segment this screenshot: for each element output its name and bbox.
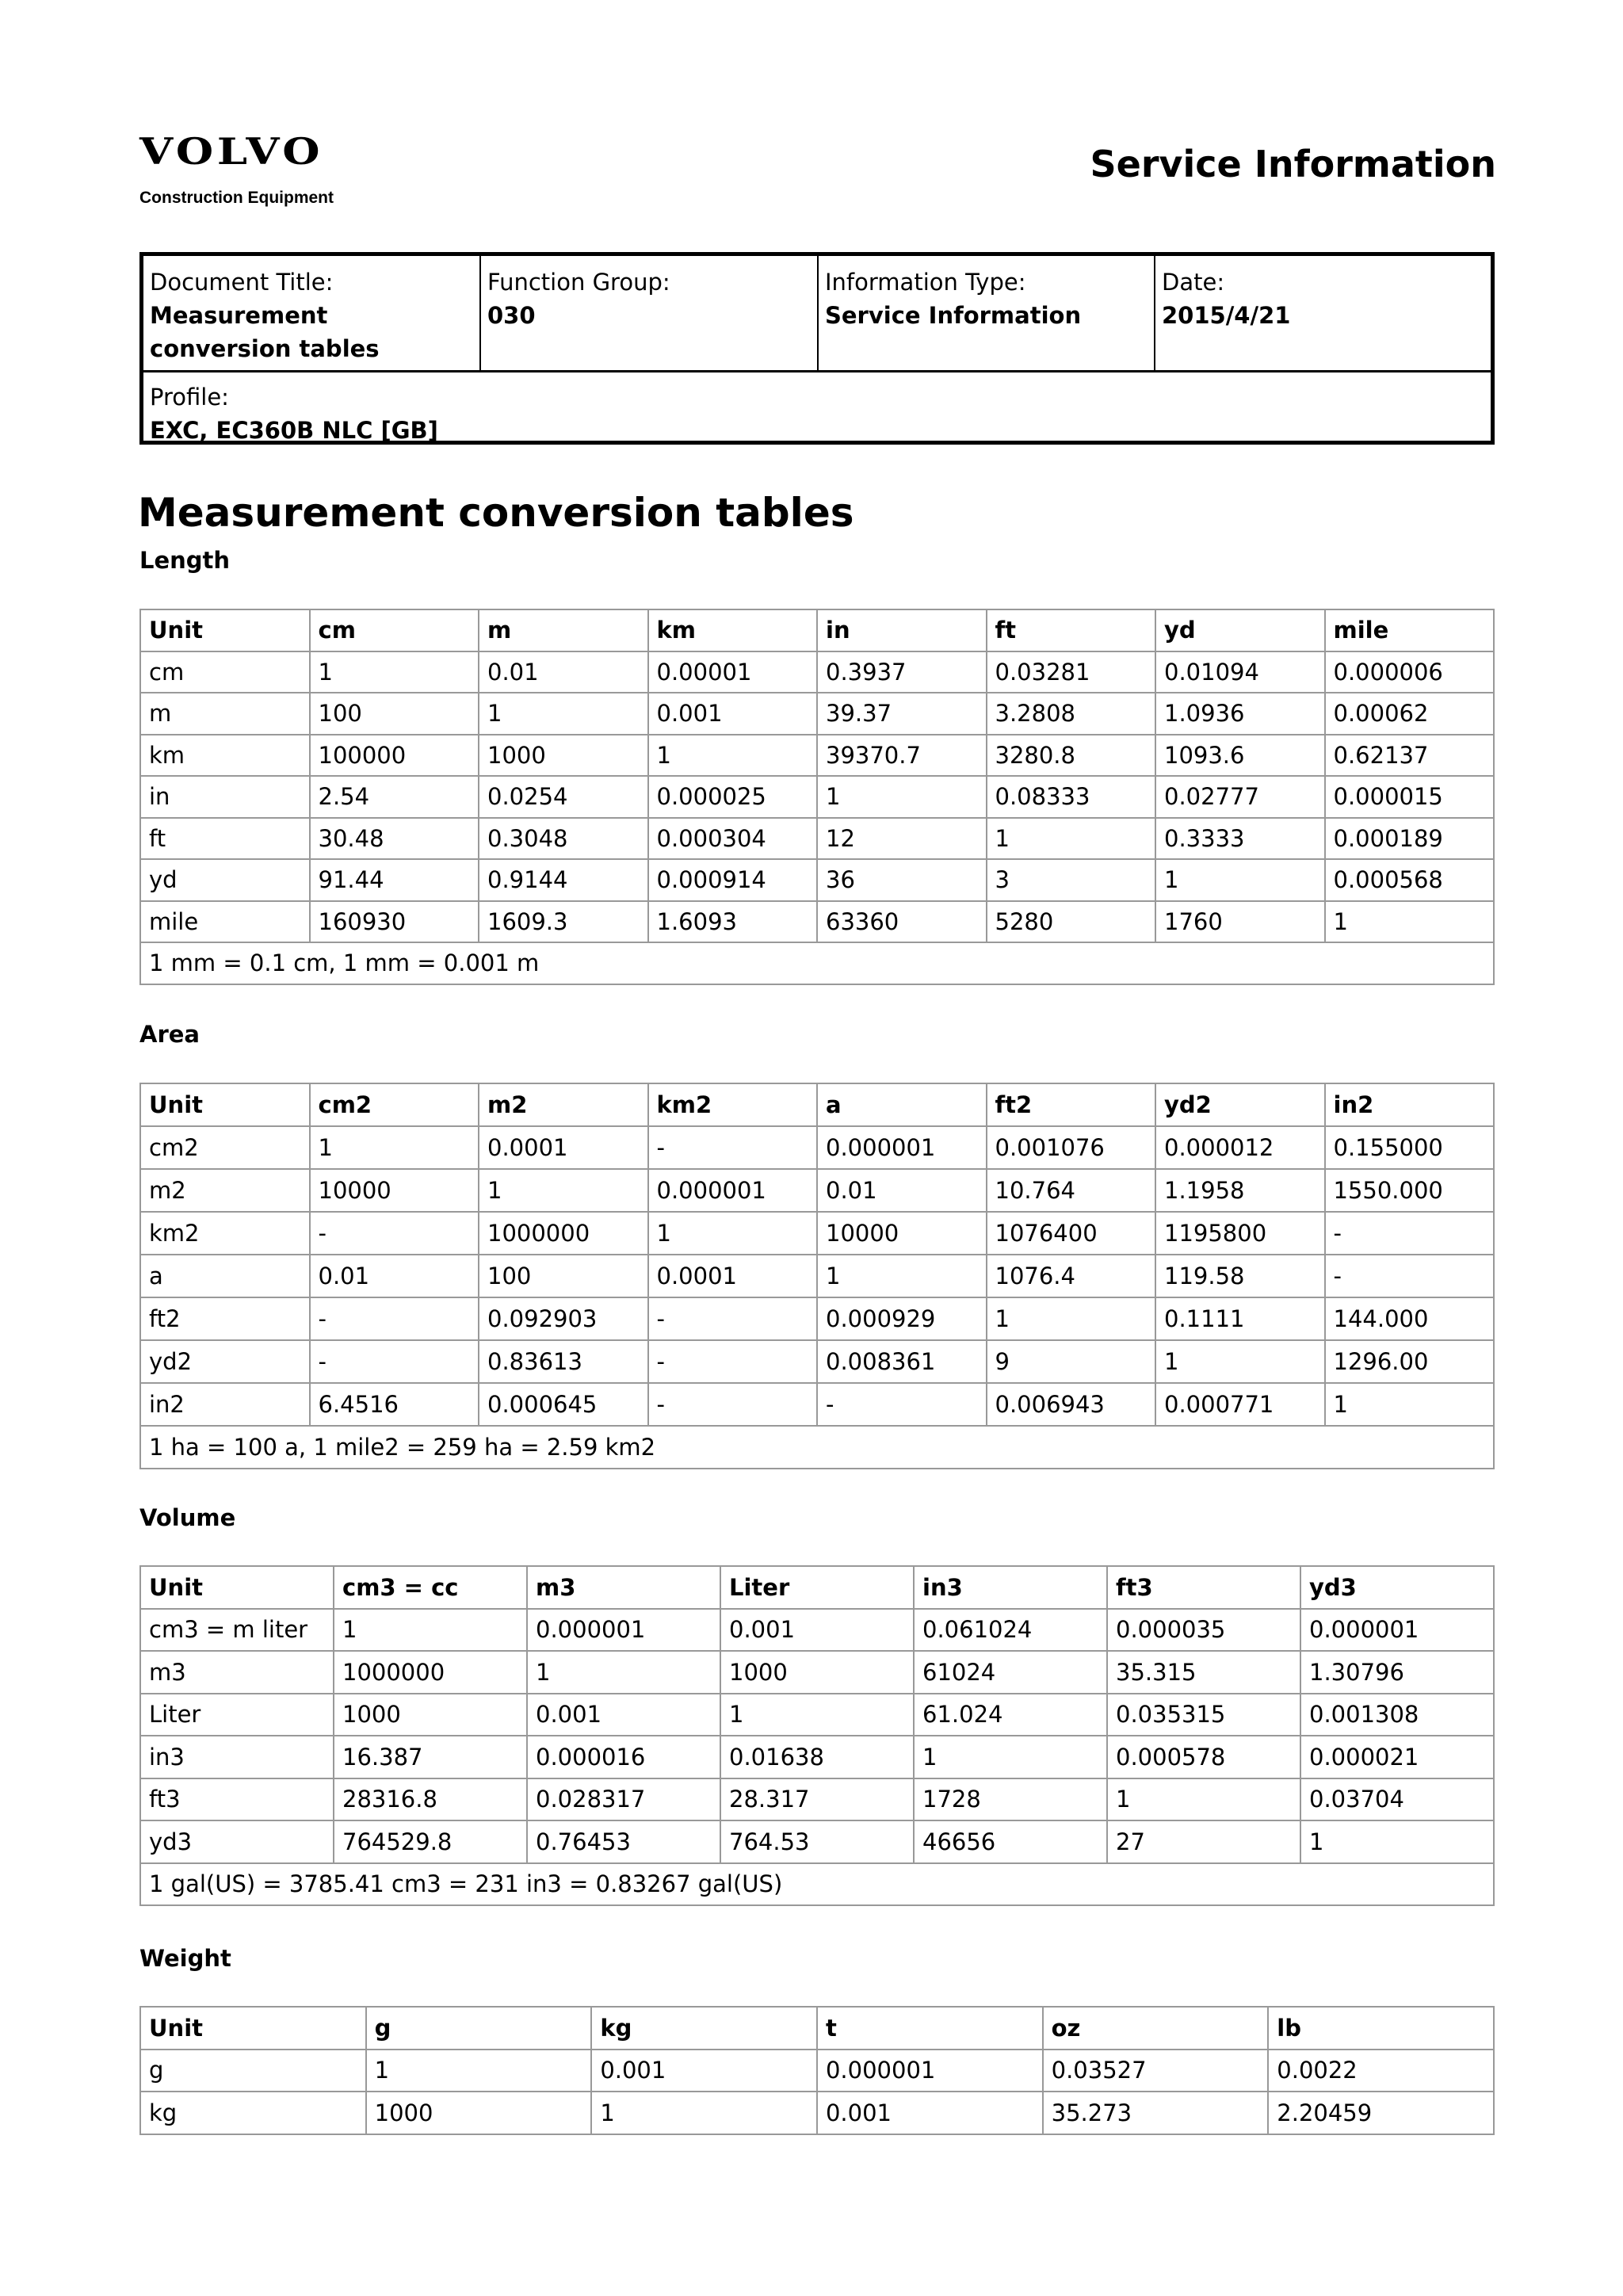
table-cell: 16.387 (334, 1736, 527, 1778)
table-row (140, 776, 1494, 818)
table-row (140, 2050, 1494, 2092)
table-cell: 1093.6 (1155, 735, 1325, 777)
table-cell: 0.3048 (479, 818, 648, 860)
column-header: ft (987, 609, 1156, 651)
column-header: Unit (140, 1083, 310, 1126)
table-cell: 0.001 (648, 693, 818, 735)
table-row (140, 1297, 1494, 1340)
volume-table (139, 1565, 1495, 1906)
section-title-length: Length (139, 547, 231, 574)
table-cell: 5280 (987, 901, 1156, 943)
table-cell: - (648, 1383, 818, 1426)
table-cell: 100000 (310, 735, 479, 777)
column-header: Unit (140, 1566, 334, 1609)
table-cell: 1.30796 (1300, 1651, 1494, 1694)
table-cell: 0.76453 (527, 1820, 720, 1863)
table-cell: 0.001076 (987, 1126, 1156, 1169)
table-cell: 0.00001 (648, 651, 818, 693)
table-cell: - (648, 1297, 818, 1340)
table-cell: 27 (1107, 1820, 1300, 1863)
table-cell: 1 (914, 1736, 1107, 1778)
note-row (140, 1426, 1494, 1469)
volvo-logo (139, 130, 334, 208)
table-cell: 0.01638 (720, 1736, 914, 1778)
table-cell: yd2 (140, 1340, 310, 1383)
date-value: 2015/4/21 (1162, 302, 1291, 329)
column-header: mile (1325, 609, 1495, 651)
header-row (140, 1083, 1494, 1126)
brand-name: VOLVO (139, 130, 324, 173)
column-header: in (817, 609, 987, 651)
table-cell: 1195800 (1155, 1212, 1325, 1255)
table-cell: yd (140, 859, 310, 901)
header-row (140, 2007, 1494, 2050)
table-cell: 1 (334, 1609, 527, 1652)
weight-table (139, 2006, 1495, 2135)
table-cell: 0.000914 (648, 859, 818, 901)
table-cell: cm2 (140, 1126, 310, 1169)
table-cell: 0.000001 (817, 1126, 987, 1169)
table-cell: 1 (987, 1297, 1156, 1340)
table-row (140, 1169, 1494, 1212)
table-cell: 0.000189 (1325, 818, 1495, 860)
table-row (140, 1340, 1494, 1383)
column-header: a (817, 1083, 987, 1126)
info-row (143, 256, 1491, 372)
section-title-weight: Weight (139, 1945, 231, 1972)
table-cell: 0.0001 (479, 1126, 648, 1169)
table-cell: 28.317 (720, 1778, 914, 1821)
table-cell: 1296.00 (1325, 1340, 1495, 1383)
table-cell: 30.48 (310, 818, 479, 860)
table-cell: 1 (987, 818, 1156, 860)
table-row (140, 651, 1494, 693)
column-header: yd3 (1300, 1566, 1494, 1609)
table-note: 1 mm = 0.1 cm, 1 mm = 0.001 m (140, 942, 1494, 984)
table-cell: 0.000006 (1325, 651, 1495, 693)
table-cell: in2 (140, 1383, 310, 1426)
table-cell: 0.3937 (817, 651, 987, 693)
table-cell: 0.00062 (1325, 693, 1495, 735)
table-cell: 1 (1155, 859, 1325, 901)
table-row (140, 859, 1494, 901)
table-cell: 1 (479, 1169, 648, 1212)
date-cell (1154, 256, 1491, 370)
header-title: Service Information (1090, 143, 1496, 185)
table-cell: mile (140, 901, 310, 943)
table-cell: 0.83613 (479, 1340, 648, 1383)
table-cell: 28316.8 (334, 1778, 527, 1821)
table-cell: 0.01094 (1155, 651, 1325, 693)
column-header: Unit (140, 609, 310, 651)
table-cell: 0.000001 (817, 2050, 1043, 2092)
table-cell: 0.03527 (1043, 2050, 1269, 2092)
column-header: ft3 (1107, 1566, 1300, 1609)
table-cell: m2 (140, 1169, 310, 1212)
table-cell: 764529.8 (334, 1820, 527, 1863)
table-cell: - (648, 1126, 818, 1169)
column-header: kg (591, 2007, 817, 2050)
table-cell: 1076.4 (987, 1255, 1156, 1297)
column-header: cm3 = cc (334, 1566, 527, 1609)
table-cell: 0.001 (527, 1694, 720, 1736)
table-cell: 0.061024 (914, 1609, 1107, 1652)
table-cell: 1 (648, 1212, 818, 1255)
table-cell: cm (140, 651, 310, 693)
table-row (140, 1651, 1494, 1694)
table-note: 1 gal(US) = 3785.41 cm3 = 231 in3 = 0.83267 gal(US) (140, 1863, 1494, 1906)
table-cell: g (140, 2050, 366, 2092)
table-cell: 35.315 (1107, 1651, 1300, 1694)
table-cell: 0.000645 (479, 1383, 648, 1426)
table-cell: km2 (140, 1212, 310, 1255)
column-header: yd2 (1155, 1083, 1325, 1126)
table-cell: 1000 (479, 735, 648, 777)
column-header: m3 (527, 1566, 720, 1609)
table-row (140, 1694, 1494, 1736)
table-cell: m3 (140, 1651, 334, 1694)
table-cell: 35.273 (1043, 2092, 1269, 2134)
table-cell: 160930 (310, 901, 479, 943)
table-cell: m (140, 693, 310, 735)
table-cell: - (310, 1340, 479, 1383)
table-cell: - (310, 1297, 479, 1340)
table-row (140, 1736, 1494, 1778)
table-cell: 1000000 (334, 1651, 527, 1694)
table-cell: 1728 (914, 1778, 1107, 1821)
table-cell: 1760 (1155, 901, 1325, 943)
table-cell: 0.0254 (479, 776, 648, 818)
column-header: cm (310, 609, 479, 651)
table-row (140, 693, 1494, 735)
table-cell: 10000 (817, 1212, 987, 1255)
table-cell: 0.006943 (987, 1383, 1156, 1426)
table-cell: 0.000001 (1300, 1609, 1494, 1652)
table-cell: 61024 (914, 1651, 1107, 1694)
table-cell: 0.0022 (1268, 2050, 1494, 2092)
column-header: oz (1043, 2007, 1269, 2050)
column-header: yd (1155, 609, 1325, 651)
table-cell: 1.0936 (1155, 693, 1325, 735)
table-cell: 0.01 (310, 1255, 479, 1297)
table-cell: 0.1111 (1155, 1297, 1325, 1340)
table-cell: 0.9144 (479, 859, 648, 901)
table-cell: 100 (479, 1255, 648, 1297)
brand-subtitle: Construction Equipment (139, 189, 334, 207)
table-cell: 1 (1325, 1383, 1495, 1426)
table-cell: 1 (817, 776, 987, 818)
table-row (140, 818, 1494, 860)
table-cell: 0.000035 (1107, 1609, 1300, 1652)
table-cell: 0.01 (479, 651, 648, 693)
table-row (140, 1255, 1494, 1297)
table-cell: 0.008361 (817, 1340, 987, 1383)
table-cell: ft2 (140, 1297, 310, 1340)
function-group-label: Function Group: (487, 269, 670, 296)
table-cell: 10000 (310, 1169, 479, 1212)
table-cell: cm3 = m liter (140, 1609, 334, 1652)
table-row (140, 1212, 1494, 1255)
table-cell: 1609.3 (479, 901, 648, 943)
table-cell: 0.01 (817, 1169, 987, 1212)
table-cell: in (140, 776, 310, 818)
table-cell: 1 (366, 2050, 592, 2092)
table-cell: 0.000025 (648, 776, 818, 818)
table-row (140, 1383, 1494, 1426)
information-type-label: Information Type: (825, 269, 1026, 296)
table-cell: 119.58 (1155, 1255, 1325, 1297)
column-header: in3 (914, 1566, 1107, 1609)
section-title-volume: Volume (139, 1504, 236, 1531)
table-cell: 3 (987, 859, 1156, 901)
table-cell: 0.62137 (1325, 735, 1495, 777)
page-title: Measurement conversion tables (138, 490, 854, 536)
table-cell: 39370.7 (817, 735, 987, 777)
document-title-label: Document Title: (150, 269, 334, 296)
table-cell: 0.000012 (1155, 1126, 1325, 1169)
table-cell: 3280.8 (987, 735, 1156, 777)
table-cell: 1 (648, 735, 818, 777)
table-cell: 1 (527, 1651, 720, 1694)
table-cell: 0.035315 (1107, 1694, 1300, 1736)
table-row (140, 1820, 1494, 1863)
table-cell: yd3 (140, 1820, 334, 1863)
table-cell: 100 (310, 693, 479, 735)
table-cell: 1000 (366, 2092, 592, 2134)
table-cell: 0.000578 (1107, 1736, 1300, 1778)
table-cell: 1 (310, 651, 479, 693)
table-cell: - (310, 1212, 479, 1255)
table-cell: 0.000015 (1325, 776, 1495, 818)
table-cell: 1 (479, 693, 648, 735)
table-cell: a (140, 1255, 310, 1297)
table-cell: 0.000929 (817, 1297, 987, 1340)
table-note: 1 ha = 100 a, 1 mile2 = 259 ha = 2.59 km2 (140, 1426, 1494, 1469)
table-row (140, 901, 1494, 943)
table-cell: 2.54 (310, 776, 479, 818)
table-cell: 2.20459 (1268, 2092, 1494, 2134)
table-cell: 1 (720, 1694, 914, 1736)
table-cell: 39.37 (817, 693, 987, 735)
table-row (140, 1126, 1494, 1169)
table-cell: 1 (1325, 901, 1495, 943)
date-label: Date: (1162, 269, 1225, 296)
table-cell: 61.024 (914, 1694, 1107, 1736)
section-title-area: Area (139, 1021, 200, 1048)
table-cell: 1 (1300, 1820, 1494, 1863)
table-cell: - (648, 1340, 818, 1383)
column-header: g (366, 2007, 592, 2050)
table-cell: 0.028317 (527, 1778, 720, 1821)
table-cell: 1.1958 (1155, 1169, 1325, 1212)
table-cell: 0.0001 (648, 1255, 818, 1297)
table-row (140, 2092, 1494, 2134)
column-header: Unit (140, 2007, 366, 2050)
table-cell: 6.4516 (310, 1383, 479, 1426)
document-info-box (139, 252, 1495, 445)
table-cell: in3 (140, 1736, 334, 1778)
table-cell: ft3 (140, 1778, 334, 1821)
column-header: lb (1268, 2007, 1494, 2050)
table-cell: 0.001 (591, 2050, 817, 2092)
table-cell: 1000000 (479, 1212, 648, 1255)
table-cell: 46656 (914, 1820, 1107, 1863)
table-cell: 0.03704 (1300, 1778, 1494, 1821)
table-cell: 0.3333 (1155, 818, 1325, 860)
function-group-value: 030 (487, 302, 536, 329)
table-cell: 0.000021 (1300, 1736, 1494, 1778)
column-header: t (817, 2007, 1043, 2050)
column-header: m (479, 609, 648, 651)
table-row (140, 1609, 1494, 1652)
column-header: m2 (479, 1083, 648, 1126)
table-cell: 0.001308 (1300, 1694, 1494, 1736)
table-cell: 36 (817, 859, 987, 901)
note-row (140, 942, 1494, 984)
table-cell: 9 (987, 1340, 1156, 1383)
information-type-cell (817, 256, 1154, 370)
table-cell: kg (140, 2092, 366, 2134)
table-cell: - (1325, 1255, 1495, 1297)
table-cell: 144.000 (1325, 1297, 1495, 1340)
column-header: km2 (648, 1083, 818, 1126)
table-cell: 1 (1107, 1778, 1300, 1821)
table-cell: 1 (1155, 1340, 1325, 1383)
table-cell: 1000 (334, 1694, 527, 1736)
table-cell: 0.092903 (479, 1297, 648, 1340)
document-title-value: Measurement conversion tables (150, 302, 380, 362)
table-cell: Liter (140, 1694, 334, 1736)
profile-value: EXC, EC360B NLC [GB] (150, 417, 438, 444)
table-cell: 0.000771 (1155, 1383, 1325, 1426)
note-row (140, 1863, 1494, 1906)
table-cell: 0.000001 (527, 1609, 720, 1652)
table-cell: 91.44 (310, 859, 479, 901)
table-cell: - (817, 1383, 987, 1426)
table-cell: - (1325, 1212, 1495, 1255)
column-header: Liter (720, 1566, 914, 1609)
table-cell: 0.155000 (1325, 1126, 1495, 1169)
table-cell: 0.000304 (648, 818, 818, 860)
function-group-cell (479, 256, 817, 370)
table-cell: 0.000016 (527, 1736, 720, 1778)
document-title-cell (143, 256, 479, 370)
table-cell: 1 (817, 1255, 987, 1297)
table-cell: 1000 (720, 1651, 914, 1694)
column-header: ft2 (987, 1083, 1156, 1126)
table-cell: 0.000001 (648, 1169, 818, 1212)
table-cell: 1550.000 (1325, 1169, 1495, 1212)
table-cell: km (140, 735, 310, 777)
table-cell: 3.2808 (987, 693, 1156, 735)
column-header: cm2 (310, 1083, 479, 1126)
table-cell: 1 (310, 1126, 479, 1169)
table-cell: 12 (817, 818, 987, 860)
table-cell: 1.6093 (648, 901, 818, 943)
table-cell: 0.02777 (1155, 776, 1325, 818)
profile-label: Profile: (150, 384, 229, 411)
table-row (140, 735, 1494, 777)
table-cell: 0.001 (817, 2092, 1043, 2134)
column-header: in2 (1325, 1083, 1495, 1126)
table-cell: 0.08333 (987, 776, 1156, 818)
table-row (140, 1778, 1494, 1821)
length-table (139, 609, 1495, 985)
table-cell: ft (140, 818, 310, 860)
table-cell: 764.53 (720, 1820, 914, 1863)
table-cell: 10.764 (987, 1169, 1156, 1212)
table-cell: 0.000568 (1325, 859, 1495, 901)
header-row (140, 609, 1494, 651)
information-type-value: Service Information (825, 302, 1082, 329)
table-cell: 1076400 (987, 1212, 1156, 1255)
table-cell: 0.03281 (987, 651, 1156, 693)
table-cell: 63360 (817, 901, 987, 943)
profile-row (143, 372, 1491, 444)
table-cell: 0.001 (720, 1609, 914, 1652)
column-header: km (648, 609, 818, 651)
header-row (140, 1566, 1494, 1609)
table-cell: 1 (591, 2092, 817, 2134)
area-table (139, 1083, 1495, 1469)
